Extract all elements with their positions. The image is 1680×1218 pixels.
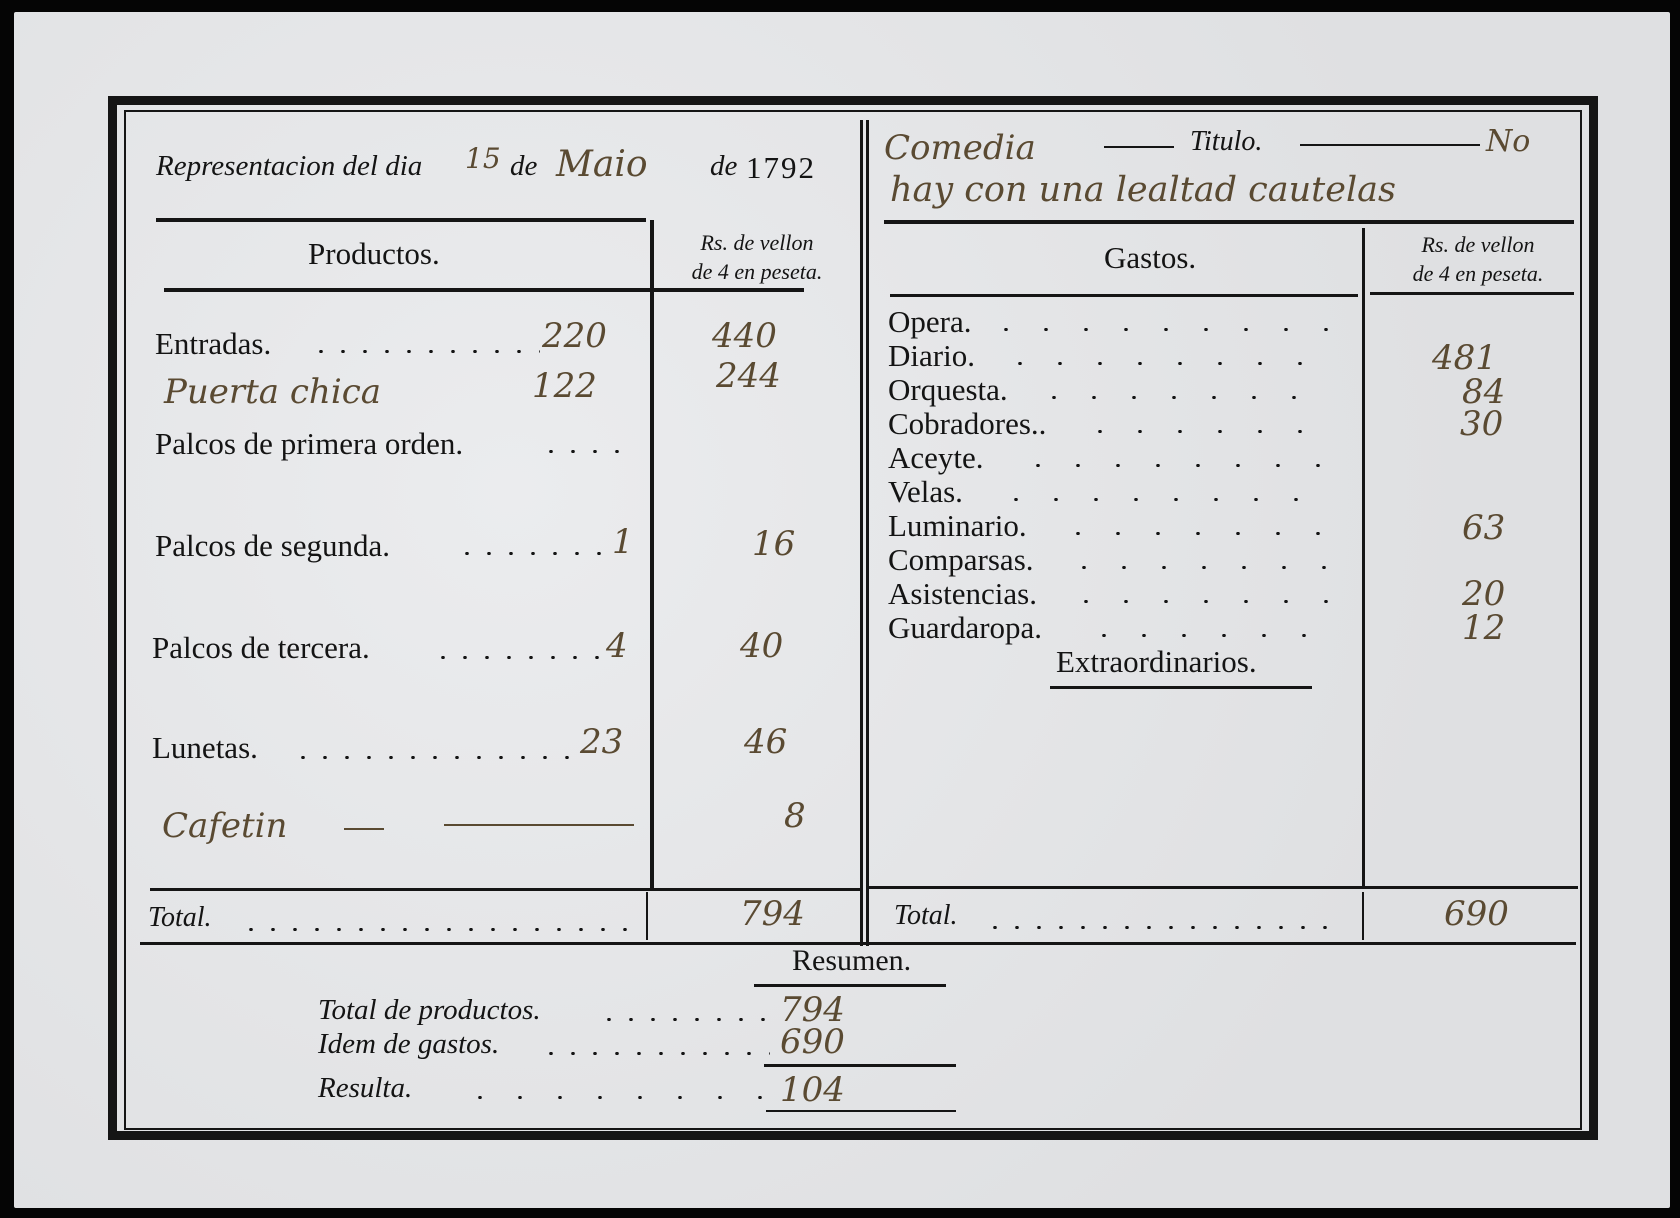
gastos-row-amount: 20	[1462, 574, 1506, 614]
gastos-row-label: Aceyte.	[888, 440, 984, 475]
productos-row-count: 122	[532, 366, 597, 406]
leader-dots	[996, 498, 1332, 501]
year-value: 1792	[746, 150, 816, 185]
total-top-rule-left	[150, 888, 860, 891]
leader-dots	[1018, 464, 1332, 467]
productos-header-top-rule	[156, 218, 646, 222]
gastos-unit-line2: de 4 en peseta.	[1412, 261, 1544, 286]
gastos-row-label: Comparsas.	[888, 542, 1034, 577]
gastos-row-label: Diario.	[888, 338, 975, 373]
productos-heading: Productos.	[308, 236, 440, 271]
extraordinarios-rule	[1050, 686, 1312, 689]
productos-row-label: Lunetas.	[152, 730, 258, 765]
resumen-resulta-label: Resulta.	[318, 1072, 413, 1104]
gastos-total-label: Total.	[894, 900, 958, 931]
productos-col-divider	[650, 220, 654, 888]
resumen-heading-rule	[754, 984, 946, 987]
de-label-1: de	[510, 150, 538, 182]
gastos-row-label: Orquesta.	[888, 372, 1008, 407]
leader-dots	[540, 450, 630, 453]
resumen-heading: Resumen.	[792, 944, 912, 977]
resumen-gastos-value: 690	[780, 1022, 845, 1062]
productos-total-value: 794	[740, 894, 805, 934]
productos-row-count: 23	[580, 722, 624, 762]
gastos-unit-line1: Rs. de vellon	[1421, 232, 1535, 257]
leader-dots	[598, 1018, 770, 1021]
gastos-row-label: Cobradores..	[888, 406, 1047, 441]
extraordinarios-label: Extraordinarios.	[1056, 644, 1257, 679]
productos-row-count: 1	[612, 522, 634, 562]
leader-dots	[1034, 396, 1332, 399]
play-title: hay con una lealtad cautelas	[890, 170, 1396, 210]
cafetin-dash-line	[344, 828, 384, 830]
productos-row-label: Entradas.	[155, 326, 272, 361]
gastos-row-amount: 12	[1462, 608, 1506, 648]
gastos-col-divider	[1362, 228, 1365, 888]
leader-dots	[432, 656, 600, 659]
gastos-row-label: Guardaropa.	[888, 610, 1043, 645]
titulo-mark: No	[1486, 124, 1531, 159]
resumen-productos-value: 794	[780, 990, 845, 1030]
de-label-2: de	[710, 150, 738, 182]
titulo-rule-left	[1104, 146, 1174, 148]
center-divider	[860, 120, 863, 946]
productos-row-label: Palcos de tercera.	[152, 630, 370, 665]
month-value: Maio	[556, 144, 648, 185]
leader-dots	[540, 1052, 770, 1055]
productos-unit-line2: de 4 en peseta.	[691, 259, 823, 284]
productos-row-count: 4	[606, 626, 628, 666]
gastos-row-amount: 63	[1462, 508, 1506, 548]
productos-row-amount: 244	[716, 356, 781, 396]
total-divider-gastos	[1362, 892, 1364, 940]
leader-dots	[456, 552, 606, 555]
leader-dots	[1064, 566, 1332, 569]
leader-dots	[460, 1096, 770, 1099]
productos-header-bottom-rule	[164, 288, 804, 292]
productos-total-label: Total.	[148, 902, 212, 933]
leader-dots	[292, 756, 578, 759]
cafetin-dash-line	[444, 824, 634, 826]
productos-row-amount: 40	[740, 626, 784, 666]
gastos-row-amount: 481	[1432, 338, 1497, 378]
leader-dots	[1066, 600, 1332, 603]
leader-dots	[310, 350, 540, 353]
resumen-gastos-label: Idem de gastos.	[318, 1028, 500, 1060]
productos-unit-label	[664, 228, 850, 286]
productos-row-amount: 46	[744, 722, 788, 762]
productos-row-count: 220	[542, 316, 607, 356]
gastos-heading: Gastos.	[1104, 240, 1197, 275]
gastos-header-top-rule	[884, 220, 1574, 224]
leader-dots	[1084, 634, 1332, 637]
day-value: 15	[465, 142, 501, 175]
leader-dots	[986, 328, 1332, 331]
productos-row-label: Cafetin	[162, 806, 288, 846]
productos-row-amount: 440	[712, 316, 777, 356]
productos-row-label: Puerta chica	[164, 372, 382, 412]
titulo-label: Titulo.	[1190, 126, 1263, 157]
productos-row-label: Palcos de primera orden.	[155, 426, 464, 461]
center-divider-2	[866, 120, 869, 946]
leader-dots	[1000, 362, 1332, 365]
resumen-result-rule	[766, 1110, 956, 1112]
resumen-resulta-value: 104	[780, 1070, 845, 1110]
leader-dots	[1080, 430, 1332, 433]
gastos-row-label: Velas.	[888, 474, 963, 509]
gastos-total-value: 690	[1444, 894, 1509, 934]
leader-dots	[240, 928, 630, 931]
representacion-label: Representacion del dia	[156, 150, 423, 182]
resumen-productos-label: Total de productos.	[318, 994, 541, 1026]
productos-row-amount: 8	[784, 796, 806, 836]
genre-value: Comedia	[884, 128, 1036, 168]
productos-row-amount: 16	[752, 524, 796, 564]
productos-unit-line1: Rs. de vellon	[700, 230, 814, 255]
gastos-row-label: Opera.	[888, 304, 972, 339]
gastos-row-amount: 30	[1460, 404, 1504, 444]
resumen-sum-rule	[764, 1064, 956, 1067]
productos-row-label: Palcos de segunda.	[155, 528, 391, 563]
gastos-unit-rule	[1370, 292, 1574, 295]
gastos-unit-label	[1380, 230, 1576, 288]
gastos-row-label: Luminario.	[888, 508, 1027, 543]
leader-dots	[984, 926, 1344, 929]
gastos-row-label: Asistencias.	[888, 576, 1037, 611]
titulo-rule-right	[1300, 144, 1480, 146]
total-top-rule-right	[866, 886, 1578, 889]
gastos-header-bottom-rule	[890, 294, 1358, 297]
total-divider-productos	[646, 892, 648, 940]
gastos-row-amount: 84	[1462, 372, 1506, 412]
leader-dots	[1058, 532, 1332, 535]
